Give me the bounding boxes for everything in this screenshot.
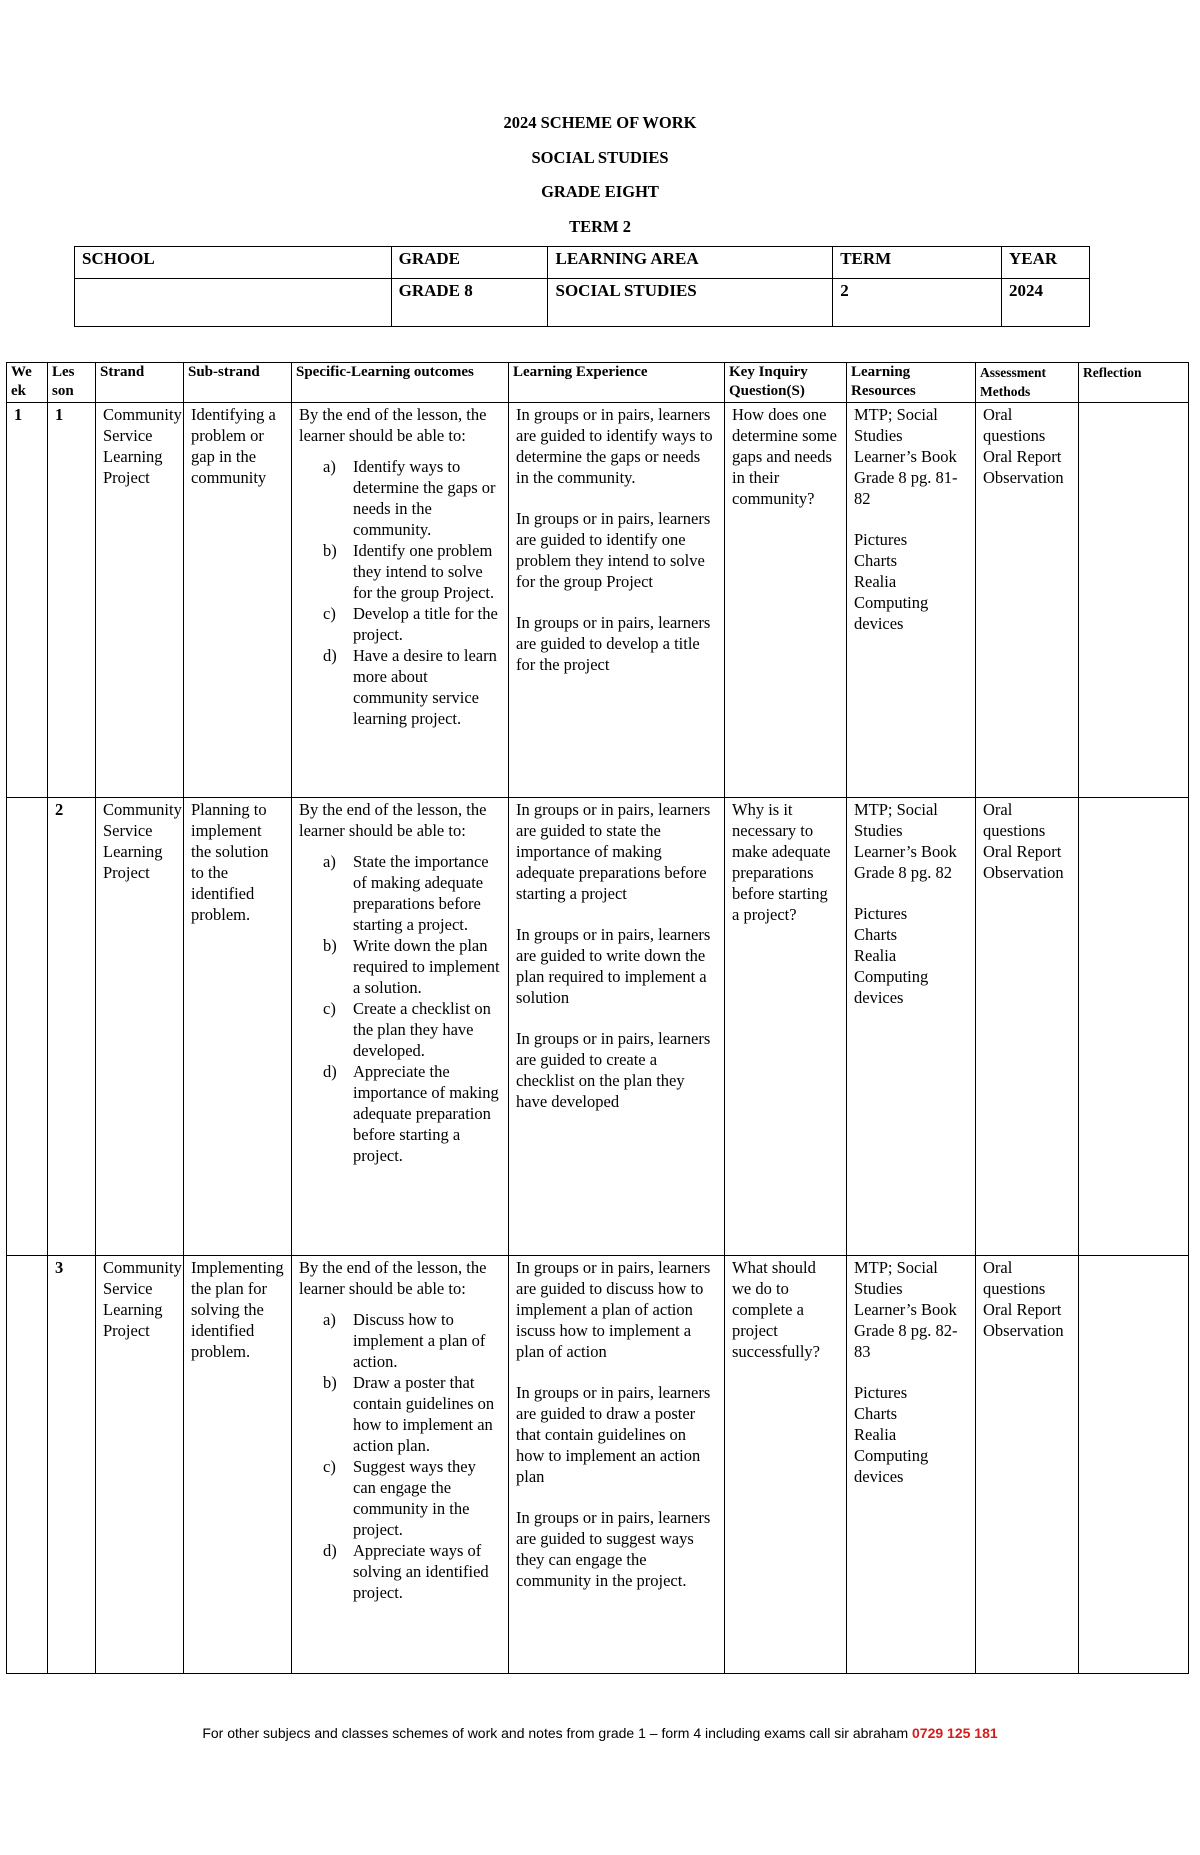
experience-item: In groups or in pairs, learners are guided to create a checklist on the plan they have developed	[516, 1029, 711, 1111]
resource-item: Computing devices	[854, 967, 929, 1007]
resource-item: Charts	[854, 1404, 898, 1423]
assessment-cell	[976, 798, 1079, 1256]
resource-item: Pictures	[854, 530, 908, 549]
table-row	[7, 403, 1189, 798]
outcome-item: b) Identify one problem they intend to solve for the group Project.	[323, 541, 495, 602]
col-sub-strand: Sub-strand	[184, 363, 292, 403]
outcome-item: d) Appreciate the importance of making adequate preparation before starting a project.	[323, 1062, 499, 1165]
assessment-cell	[976, 1256, 1079, 1674]
experience-item: In groups or in pairs, learners are guided to state the importance of making adequate preparations before starting a project	[516, 800, 711, 903]
outcome-item: b) Write down the plan required to implement a solution.	[323, 936, 500, 997]
experience-item: In groups or in pairs, learners are guided to discuss how to implement a plan of action iscuss how to implement a plan of action	[516, 1258, 711, 1361]
resource-item: Realia	[854, 1425, 897, 1444]
info-header-grade: GRADE	[391, 247, 548, 279]
footer-note	[0, 1725, 1200, 1741]
strand-cell: Community Service Learning Project	[96, 798, 184, 1256]
week-cell	[7, 798, 48, 1256]
assessment-item: Observation	[983, 468, 1064, 487]
lesson-cell: 1	[48, 403, 96, 798]
col-strand: Strand	[96, 363, 184, 403]
outcomes-list	[299, 1309, 501, 1603]
outcomes-intro: By the end of the lesson, the learner should be able to:	[299, 800, 487, 840]
outcome-item: a) Discuss how to implement a plan of action.	[323, 1310, 486, 1371]
resources-main: MTP; Social Studies Learner’s Book Grade 8 pg. 81-82	[854, 405, 958, 508]
info-header-year: YEAR	[1002, 247, 1090, 279]
resources-cell	[847, 798, 976, 1256]
footer-phone: 0729 125 181	[912, 1725, 998, 1741]
strand-cell: Community Service Learning Project	[96, 1256, 184, 1674]
col-outcomes: Specific-Learning outcomes	[292, 363, 509, 403]
reflection-cell	[1079, 403, 1189, 798]
assessment-item: Observation	[983, 863, 1064, 882]
inquiry-cell: What should we do to complete a project successfully?	[725, 1256, 847, 1674]
scheme-of-work-table	[6, 362, 1189, 1674]
assessment-cell	[976, 403, 1079, 798]
resource-item: Pictures	[854, 1383, 908, 1402]
info-value-year: 2024	[1002, 279, 1090, 327]
header-row	[7, 363, 1189, 403]
assessment-item: Oral Report	[983, 447, 1062, 466]
reflection-cell	[1079, 1256, 1189, 1674]
col-lesson: Les son	[48, 363, 96, 403]
outcome-item: c) Create a checklist on the plan they have developed.	[323, 999, 491, 1060]
outcome-item: d) Appreciate ways of solving an identified project.	[323, 1541, 489, 1602]
assessment-item: Observation	[983, 1321, 1064, 1340]
info-value-grade: GRADE 8	[391, 279, 548, 327]
title-line: SOCIAL STUDIES	[531, 147, 669, 167]
table-row	[7, 1256, 1189, 1674]
resources-cell	[847, 1256, 976, 1674]
reflection-cell	[1079, 798, 1189, 1256]
resource-item: Pictures	[854, 904, 908, 923]
outcome-item: d) Have a desire to learn more about community service learning project.	[323, 646, 497, 728]
info-value-school	[75, 279, 392, 327]
outcomes-cell	[292, 403, 509, 798]
col-assessment: Assessment Methods	[976, 363, 1079, 403]
assessment-item: Oral Report	[983, 842, 1062, 861]
experience-item: In groups or in pairs, learners are guided to draw a poster that contain guidelines on how to implement an action plan	[516, 1383, 711, 1486]
lesson-cell: 3	[48, 1256, 96, 1674]
footer-text: For other subjecs and classes schemes of work and notes from grade 1 – form 4 including exams call sir abraham	[202, 1725, 913, 1741]
col-inquiry: Key Inquiry Question(S)	[725, 363, 847, 403]
inquiry-cell: Why is it necessary to make adequate preparations before starting a project?	[725, 798, 847, 1256]
resources-main: MTP; Social Studies Learner’s Book Grade 8 pg. 82-83	[854, 1258, 958, 1361]
col-week: We ek	[7, 363, 48, 403]
outcome-item: a) Identify ways to determine the gaps or needs in the community.	[323, 457, 496, 539]
outcome-item: c) Develop a title for the project.	[323, 604, 498, 644]
resource-item: Realia	[854, 572, 897, 591]
title-line: GRADE EIGHT	[541, 182, 659, 201]
resources-cell	[847, 403, 976, 798]
experience-item: In groups or in pairs, learners are guided to suggest ways they can engage the community in the project.	[516, 1508, 711, 1590]
experience-cell	[509, 798, 725, 1256]
experience-item: In groups or in pairs, learners are guided to identify one problem they intend to solve for the group Project	[516, 509, 711, 591]
week-cell: 1	[7, 403, 48, 798]
experience-item: In groups or in pairs, learners are guided to identify ways to determine the gaps or needs in the community.	[516, 405, 713, 487]
outcome-item: a) State the importance of making adequate preparations before starting a project.	[323, 852, 489, 934]
col-reflection: Reflection	[1079, 363, 1189, 403]
resource-item: Charts	[854, 551, 898, 570]
document-titles	[0, 106, 1200, 244]
info-value-learning-area: SOCIAL STUDIES	[548, 279, 833, 327]
inquiry-cell: How does one determine some gaps and needs in their community?	[725, 403, 847, 798]
outcomes-intro: By the end of the lesson, the learner should be able to:	[299, 1258, 487, 1298]
outcomes-cell	[292, 1256, 509, 1674]
outcome-item: c) Suggest ways they can engage the community in the project.	[323, 1457, 476, 1539]
outcomes-intro: By the end of the lesson, the learner should be able to:	[299, 405, 487, 445]
sub-strand-cell: Identifying a problem or gap in the community	[184, 403, 292, 798]
info-header-term: TERM	[833, 247, 1002, 279]
info-header-school: SCHOOL	[75, 247, 392, 279]
assessment-item: Oral questions	[983, 1258, 1046, 1298]
outcomes-cell	[292, 798, 509, 1256]
info-header-learning-area: LEARNING AREA	[548, 247, 833, 279]
outcomes-list	[299, 456, 501, 729]
resource-item: Computing devices	[854, 1446, 929, 1486]
col-resources: Learning Resources	[847, 363, 976, 403]
sub-strand-cell: Implementing the plan for solving the identified problem.	[184, 1256, 292, 1674]
assessment-item: Oral questions	[983, 405, 1046, 445]
col-experience: Learning Experience	[509, 363, 725, 403]
experience-item: In groups or in pairs, learners are guided to develop a title for the project	[516, 613, 711, 674]
outcome-item: b) Draw a poster that contain guidelines on how to implement an action plan.	[323, 1373, 495, 1455]
experience-cell	[509, 403, 725, 798]
table-row	[7, 798, 1189, 1256]
resource-item: Computing devices	[854, 593, 929, 633]
outcomes-list	[299, 851, 501, 1166]
title-line: 2024 SCHEME OF WORK	[503, 113, 697, 132]
resource-item: Charts	[854, 925, 898, 944]
resource-item: Realia	[854, 946, 897, 965]
sub-strand-cell: Planning to implement the solution to the identified problem.	[184, 798, 292, 1256]
school-info-table	[74, 246, 1090, 327]
info-value-term: 2	[833, 279, 1002, 327]
experience-item: In groups or in pairs, learners are guided to write down the plan required to implement a solution	[516, 925, 711, 1007]
assessment-item: Oral questions	[983, 800, 1046, 840]
experience-cell	[509, 1256, 725, 1674]
assessment-item: Oral Report	[983, 1300, 1062, 1319]
week-cell	[7, 1256, 48, 1674]
title-line: TERM 2	[569, 216, 631, 236]
lesson-cell: 2	[48, 798, 96, 1256]
resources-main: MTP; Social Studies Learner’s Book Grade 8 pg. 82	[854, 800, 957, 882]
strand-cell: Community Service Learning Project	[96, 403, 184, 798]
